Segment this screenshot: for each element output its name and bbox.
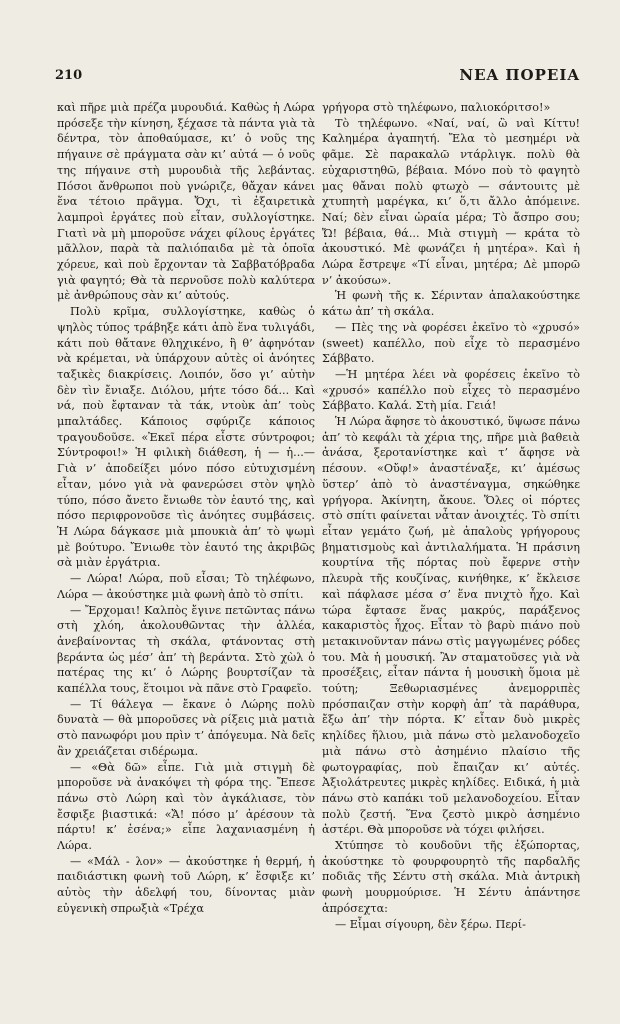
page-number: 210 — [55, 68, 83, 83]
paragraph: — Εἶμαι σίγουρη, δὲν ξέρω. Περί- — [335, 917, 526, 931]
paragraph: Χτύπησε τὸ κουδοῦνι τῆς ἐξώπορτας, ἀκούστηκε τὸ φουρφουρητὸ τῆς παρδαλῆς ποδιᾶς τῆς Σέντυ στὴ σκάλα. Μιὰ ἀντρικὴ φωνὴ μουρμούρισε. Ἡ Σέντυ ἀπάντησε ἀπρόσεχτα: — [322, 839, 580, 915]
journal-title: ΝΕΑ ΠΟΡΕΙΑ — [459, 66, 580, 84]
paragraph: — «Θὰ δῶ» εἶπε. Γιὰ μιὰ στιγμὴ δὲ μποροῦσε νὰ ἀνακόψει τὴ φόρα της. Ἔπεσε πάνω στὸ Λώρη καὶ τὸν ἀγκάλιασε, τὸν ἔσφιξε βιαστικά: «Ἄ! πόσο μ’ ἀρέσουν τὰ πάρτυ! κ’ ἐσένα;» εἶπε λαχανιασμένη ἡ Λώρα. — [57, 760, 315, 853]
paragraph: —Ἡ μητέρα λέει νὰ φορέσεις ἐκεῖνο τὸ «χρυσό» καπέλλο ποὺ εἶχες τὸ περασμένο Σάββατο. Καλά. Στὴ μία. Γειά! — [322, 367, 580, 413]
running-header — [55, 66, 580, 88]
right-text-column — [322, 100, 580, 1005]
paragraph: καὶ πῆρε μιὰ πρέζα μυρουδιά. Καθὼς ἡ Λώρα πρόσεξε τὴν κίνηση, ξέχασε τὰ πάντα γιὰ τὰ δέντρα, τὸν ἀποθαύμασε, κι’ ὁ νοῦς της πήγαινε σὲ πράγματα σὰν κι’ αὐτά — ὁ νοῦς της πήγαινε στὴ μυρουδιὰ τῆς λεβάντας. Πόσοι ἄνθρωποι ποὺ γνώριζε, θἄχαν κάνει ἕνα τέτοιο πρᾶγμα. Ὄχι, τὶ ἐξαιρετικὰ λαμπροὶ ἐργάτες ποὺ εἶταν, συλλογίστηκε. Γιατὶ νὰ μὴ μποροῦσε νάχει φίλους ἐργάτες μᾶλλον, παρὰ τὰ παλιόπαιδα μὲ τὰ ὁποῖα χόρευε, καὶ ποὺ ἔρχονταν τὰ Σαββατόβραδα γιὰ φαγητό; Θὰ τὰ περνοῦσε πολὺ καλύτερα μὲ ἀνθρώπους σὰν κι’ αὐτούς. — [57, 101, 315, 303]
paragraph: Ἡ Λώρα ἄφησε τὸ ἀκουστικό, ὕψωσε πάνω ἀπ’ τὸ κεφάλι τὰ χέρια της, πῆρε μιὰ βαθειὰ ἀνάσα, ξεροτανίστηκε καὶ τ’ ἄφησε νὰ πέσουν. «Οὔφ!» ἀναστέναξε, κι’ ἀμέσως ὕστερ’ ἀπὸ τὸ ἀναστέναγμα, σηκώθηκε γρήγορα. Ἀκίνητη, ἄκουε. Ὅλες οἱ πόρτες στὸ σπίτι φαίνεται νἆταν ἀνοιχτές. Τὸ σπίτι εἶταν γεμάτο ζωή, μὲ ἀπαλοὺς γρήγορους βηματισμοὺς καὶ ἀντιλαλήματα. Ἡ πράσινη κουρτίνα τῆς πόρτας ποὺ ἔφερνε στὴν πλευρὰ τῆς κουζίνας, κινήθηκε, κ’ ἔκλεισε καὶ πάφλασε μέσα σ’ ἕνα πνιχτὸ ἦχο. Καὶ τώρα ἔφτασε ἕνας μακρύς, παράξενος κακαριστὸς ἦχος. Εἶταν τὸ βαρὺ πιάνο ποὺ μετακινοῦνταν πάνω στὶς μαγγωμένες ρόδες του. Μὰ ἡ μουσική. Ἂν σταματοῦσες γιὰ νὰ προσέξεις, εἶταν πάντα ἡ μουσικὴ ὅμοια μὲ τούτη; Ξεθωριασμένες ἀνεμορριπὲς πρόσπαιζαν στὴν κορφὴ ἀπ’ τὰ παράθυρα, ἔξω ἀπ’ τὴν πόρτα. Κ’ εἶταν δυὸ μικρὲς κηλίδες ἥλιου, μιὰ πάνω στὸ μελανοδοχεῖο μιὰ πάνω στὸ ἀσημένιο πλαίσιο τῆς φωτογραφίας, ποὺ ἔπαιζαν κι’ αὐτές. Ἀξιολάτρευτες μικρὲς κηλίδες. Ειδικά, ἡ μιὰ πάνω στὸ καπάκι τοῦ μελανοδοχείου. Εἶταν πολὺ ζεστή. Ἕνα ζεστὸ μικρὸ ἀσημένιο ἀστέρι. Θὰ μποροῦσε νὰ τόχει φιλήσει. — [322, 415, 580, 837]
paragraph: γρήγορα στὸ τηλέφωνο, παλιοκόριτσο!» — [322, 101, 551, 114]
paragraph: Τὸ τηλέφωνο. «Ναί, ναί, ὢ ναὶ Κίττυ! Καλημέρα ἀγαπητή. Ἔλα τὸ μεσημέρι νὰ φᾶμε. Σὲ παρακαλῶ ντάρλιγκ. πολὺ θὰ εὐχαριστηθῶ, βέβαια. Μόνο ποὺ τὸ φαγητὸ μας θἄναι πολὺ φτωχὸ — σάντουιτς μὲ χτυπητὴ μαρέγκα, κι’ ὅ,τι ἄλλο ἀπόμεινε. Ναί; δὲν εἶναι ὡραία μέρα; Τὸ ἄσπρο σου; Ὤ! βέβαια, θά... Μιὰ στιγμὴ — κράτα τὸ ἀκουστικό. Μὲ φωνάζει ἡ μητέρα». Καὶ ἡ Λώρα ἔστρεψε «Τί εἶναι, μητέρα; Δὲ μπορῶ ν’ ἀκούσω». — [322, 116, 580, 287]
paragraph: — Ἔρχομαι! Καλπὸς ἔγινε πετῶντας πάνω στὴ χλόη, ἀκολουθῶντας τὴν ἀλλέα, ἀνεβαίνοντας τὴ σκάλα, φτάνοντας στὴ βεράντα ὡς μέσ’ ἀπ’ τὴ βεράντα. Στὸ χὼλ ὁ πατέρας της κι’ ὁ Λώρης βουρτσίζαν τὰ καπέλλα τους, ἕτοιμοι νὰ πᾶνε στὸ Γραφεῖο. — [57, 603, 315, 696]
paragraph: — Πὲς της νὰ φορέσει ἐκεῖνο τὸ «χρυσό» (sweet) καπέλλο, ποὺ εἶχε τὸ περασμένο Σάββατο. — [322, 320, 580, 366]
left-text-column — [57, 100, 315, 1005]
paragraph: Πολὺ κρῖμα, συλλογίστηκε, καθὼς ὁ ψηλὸς τύπος τράβηξε κάτι ἀπὸ ἕνα τυλιγάδι, κάτι ποὺ θἄτανε θληχικένο, ἢ θ’ ἀφηνόταν νὰ κρέμεται, νὰ ὑπάρχουν αὐτὲς οἱ ἀνόητες ταξικὲς διακρίσεις. Λοιπόν, ὅσο γι’ αὐτὴν δὲν τὶν ἔνιαξε. Διόλου, μήτε τόσο δά... Καὶ νά, ποὺ ἔφταναν τὰ τάκ, ντοὺκ ἀπ’ τοὺς μπαλτάδες. Κάποιος σφύριζε κάποιος τραγουδοῦσε. «Ἐκεῖ πέρα εἶστε σύντροφοι; Σύντροφοι!» Ἡ φιλικὴ διάθεση, ἡ — ἡ...— Γιὰ ν’ ἀποδείξει μόνο πόσο εὐτυχισμένη εἶταν, μόνο γιὰ νὰ φανερώσει στὸν ψηλὸ τύπο, πόσο ἄνετο ἔνιωθε τὸν ἑαυτό της, καὶ πόσο περιφρονοῦσε τὶς ἀνόητες συμβάσεις. Ἡ Λώρα δάγκασε μιὰ μπουκιὰ ἀπ’ τὸ ψωμὶ μὲ βούτυρο. Ἔνιωθε τὸν ἑαυτό της ἀκριβῶς σὰ μιὰν ἐργάτρια. — [57, 305, 315, 570]
paragraph: — «Μάλ - λον» — ἀκούστηκε ἡ θερμή, ἡ παιδιάστικη φωνὴ τοῦ Λώρη, κ’ ἔσφιξε κι’ αὐτὸς τὴν ἀδελφή του, δίνοντας μιὰν εὐγενικὴ σπρωξιὰ «Τρέχα — [57, 854, 315, 915]
paragraph: — Τί θάλεγα — ἔκανε ὁ Λώρης πολὺ δυνατὰ — θὰ μποροῦσες νὰ ρίξεις μιὰ ματιὰ στὸ πανωφόρι μου πρὶν τ’ ἀπόγευμα. Νὰ δεῖς ἂν χρειάζεται σιδέρωμα. — [57, 697, 315, 758]
paragraph: Ἡ φωνὴ τῆς κ. Σέρινταν ἀπαλακούστηκε κάτω ἀπ’ τὴ σκάλα. — [322, 289, 580, 319]
paragraph: — Λώρα! Λώρα, ποῦ εἶσαι; Τὸ τηλέφωνο, Λώρα — ἀκούστηκε μιὰ φωνὴ ἀπὸ τὸ σπίτι. — [57, 572, 315, 601]
